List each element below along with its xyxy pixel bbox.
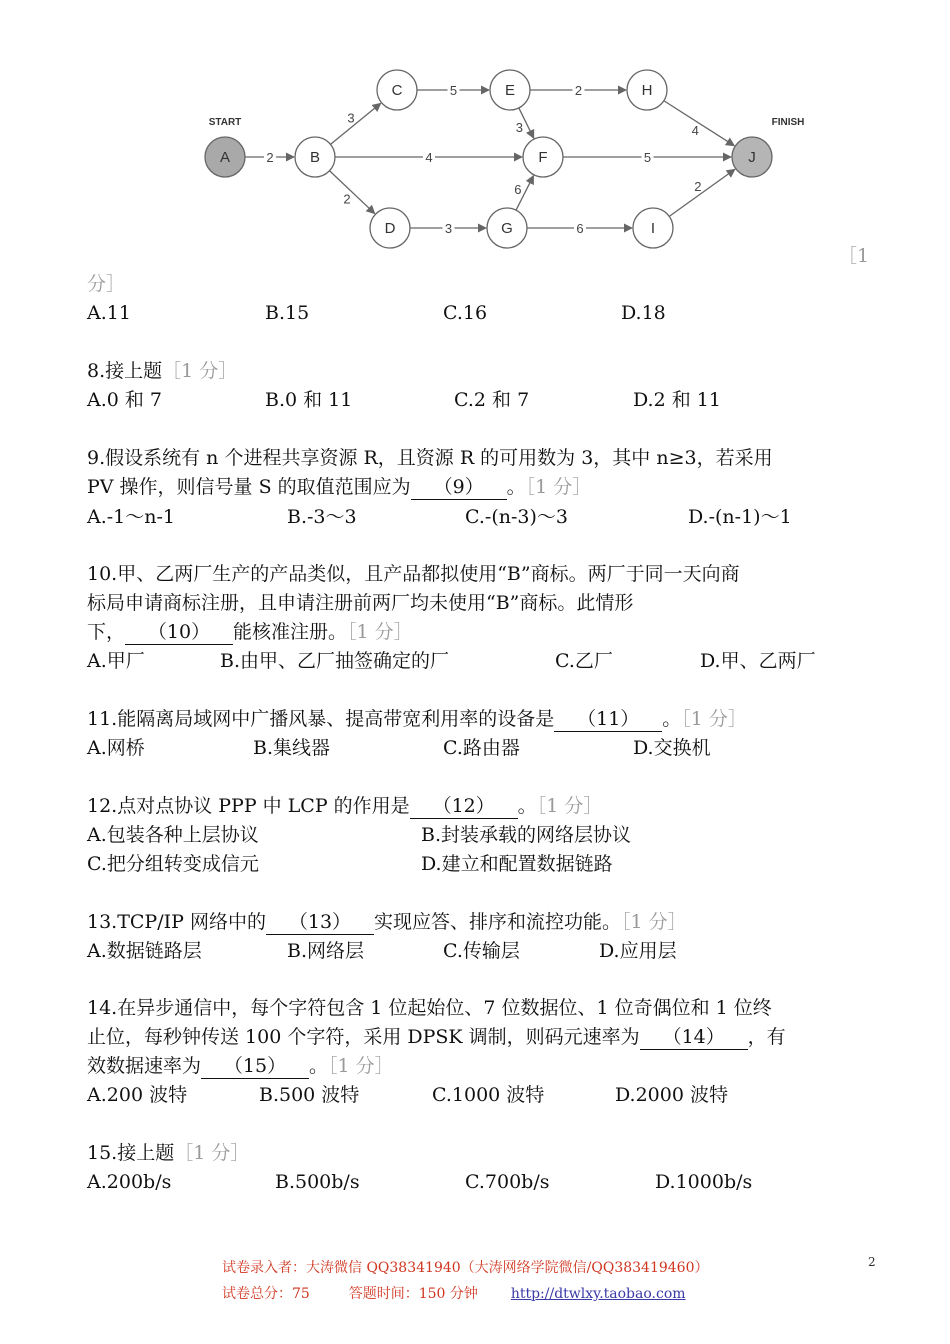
q14-option-b: B.500 波特: [259, 1084, 360, 1106]
finish-label: FINISH: [771, 117, 805, 128]
q13-stem: [87, 910, 687, 935]
q14-option-c: C.1000 波特: [432, 1084, 545, 1106]
q9-blank: （9）: [411, 475, 507, 500]
q11-option-d: D.交换机: [633, 737, 711, 759]
q15-option-b: B.500b/s: [275, 1171, 360, 1193]
q9-score: ［1 分］: [525, 476, 592, 498]
q9-line2-pre: PV 操作，则信号量 S 的取值范围应为: [87, 476, 411, 498]
edge-weight: 3: [444, 221, 453, 236]
q11-option-b: B.集线器: [253, 737, 331, 759]
q12-stem: [87, 794, 602, 819]
q9-option-b: B.-3～3: [287, 506, 357, 528]
q11-stem-pre: 11.能隔离局域网中广播风暴、提高带宽利用率的设备是: [87, 708, 555, 730]
q14-line3-post: 。: [309, 1055, 329, 1077]
q13-option-d: D.应用层: [599, 940, 677, 962]
q12-option-d: D.建立和配置数据链路: [421, 853, 613, 875]
q15-score: ［1 分］: [174, 1142, 250, 1164]
edge-weight: 2: [694, 178, 702, 194]
edge-weight: 3: [515, 120, 523, 136]
q7-score-part2: 分］: [87, 273, 126, 295]
q14-option-d: D.2000 波特: [615, 1084, 728, 1106]
q13-stem-post: 实现应答、排序和流控功能。: [373, 911, 621, 933]
q15-option-c: C.700b/s: [465, 1171, 550, 1193]
q10-line3-post: 能核准注册。: [233, 621, 348, 643]
q11-blank: （11）: [554, 707, 662, 732]
node-label-b: B: [309, 149, 321, 166]
q12-option-b: B.封装承载的网络层协议: [421, 824, 632, 846]
q14-option-a: A.200 波特: [87, 1084, 188, 1106]
q15-stem-text: 15.接上题: [87, 1142, 175, 1164]
start-label: START: [208, 117, 242, 128]
q13-stem-pre: 13.TCP/IP 网络中的: [87, 911, 266, 933]
q9-line1: 9.假设系统有 n 个进程共享资源 R，且资源 R 的可用数为 3，其中 n≥3，若采用: [87, 447, 773, 469]
q14-blank-14: （14）: [640, 1025, 748, 1050]
q11-option-a: A.网桥: [87, 737, 145, 759]
footer-time: 答题时间：150 分钟: [348, 1286, 478, 1302]
node-label-i: I: [650, 220, 656, 237]
q7-option-a: A.11: [87, 302, 131, 324]
q13-option-a: A.数据链路层: [87, 940, 202, 962]
q12-option-c: C.把分组转变成信元: [87, 853, 259, 875]
q8-option-b: B.0 和 11: [265, 389, 353, 411]
q10-blank: （10）: [125, 620, 233, 645]
q10-option-b: B.由甲、乙厂抽签确定的厂: [220, 650, 450, 672]
edge-weight: 3: [347, 110, 355, 126]
node-label-f: F: [538, 149, 548, 166]
q9-line2: [87, 475, 591, 500]
q7-option-c: C.16: [443, 302, 488, 324]
q10-option-d: D.甲、乙两厂: [700, 650, 816, 672]
q9-option-c: C.-(n-3)～3: [465, 506, 568, 528]
q10-line1: 10.甲、乙两厂生产的产品类似，且产品都拟使用“B”商标。两厂于同一天向商: [87, 563, 740, 585]
q10-line2: 标局申请商标注册，且申请注册前两厂均未使用“B”商标。此情形: [87, 592, 634, 614]
q13-blank: （13）: [266, 910, 374, 935]
edge-B-C: [330, 103, 380, 144]
q8-score: ［1 分］: [162, 360, 238, 382]
q11-stem: [87, 707, 747, 732]
q15-option-a: A.200b/s: [87, 1171, 172, 1193]
node-label-g: G: [501, 220, 513, 237]
node-label-d: D: [384, 220, 396, 237]
q12-stem-post: 。: [517, 795, 537, 817]
q14-line2-pre: 止位，每秒钟传送 100 个字符，采用 DPSK 调制，则码元速率为: [87, 1026, 640, 1048]
q8-option-a: A.0 和 7: [87, 389, 163, 411]
q15-stem: [87, 1141, 249, 1165]
q13-score: ［1 分］: [620, 911, 687, 933]
q7-score-part1: ［1: [838, 245, 870, 267]
q14-line3-pre: 效数据速率为: [87, 1055, 202, 1077]
node-label-e: E: [504, 82, 516, 99]
q11-stem-post: 。: [662, 708, 682, 730]
q14-line2: [87, 1025, 786, 1050]
node-label-c: C: [391, 82, 403, 99]
q12-blank: （12）: [410, 794, 518, 819]
q10-line3: [87, 620, 413, 645]
q9-option-a: A.-1～n-1: [87, 506, 176, 528]
q13-option-b: B.网络层: [287, 940, 365, 962]
page-number: 2: [868, 1255, 876, 1269]
footer-link[interactable]: http://dtwlxy.taobao.com: [510, 1286, 686, 1302]
q12-stem-pre: 12.点对点协议 PPP 中 LCP 的作用是: [87, 795, 410, 817]
q14-line2-post: ，有: [747, 1026, 786, 1048]
q12-score: ［1 分］: [536, 795, 603, 817]
q14-line3: [87, 1054, 394, 1079]
footer-entry-info: 试卷录入者：大涛微信 QQ38341940（大涛网络学院微信/QQ383419460）: [222, 1260, 709, 1276]
q14-blank-15: （15）: [201, 1054, 309, 1079]
q7-option-b: B.15: [265, 302, 310, 324]
edge-I-J: [669, 169, 735, 216]
edge-weight: 2: [574, 83, 583, 98]
q14-line1: 14.在异步通信中，每个字符包含 1 位起始位、7 位数据位、1 位奇偶位和 1 位终: [87, 997, 772, 1019]
footer-line2: [222, 1283, 686, 1303]
q12-option-a: A.包装各种上层协议: [87, 824, 259, 846]
q10-option-a: A.甲厂: [87, 650, 145, 672]
q8-option-c: C.2 和 7: [454, 389, 530, 411]
q10-option-c: C.乙厂: [555, 650, 613, 672]
edge-weight: 2: [266, 150, 274, 165]
edge-weight: 4: [691, 123, 699, 139]
node-label-a: A: [219, 149, 231, 166]
q8-stem: [87, 359, 237, 383]
q8-option-d: D.2 和 11: [633, 389, 721, 411]
edge-H-J: [664, 101, 734, 146]
edge-weight: 5: [449, 83, 458, 98]
q9-line2-post: 。: [506, 476, 526, 498]
q15-option-d: D.1000b/s: [655, 1171, 753, 1193]
edge-weight: 5: [643, 150, 652, 165]
q10-score: ［1 分］: [347, 621, 413, 643]
q9-option-d: D.-(n-1)～1: [688, 506, 792, 528]
edge-weight: 6: [576, 221, 584, 236]
edge-weight: 6: [514, 181, 522, 197]
q11-score: ［1 分］: [681, 708, 747, 730]
q11-option-c: C.路由器: [443, 737, 520, 759]
edge-B-D: [330, 171, 375, 214]
q14-score: ［1 分］: [328, 1055, 394, 1077]
node-label-j: J: [748, 149, 756, 166]
footer-total-score: 试卷总分：75: [222, 1286, 310, 1302]
edge-weight: 4: [425, 150, 433, 165]
edge-weight: 2: [343, 191, 351, 207]
q7-option-d: D.18: [621, 302, 666, 324]
q10-line3-pre: 下，: [87, 621, 126, 643]
q8-stem-text: 8.接上题: [87, 360, 163, 382]
network-diagram: [195, 60, 815, 260]
q13-option-c: C.传输层: [443, 940, 520, 962]
node-label-h: H: [641, 82, 653, 99]
